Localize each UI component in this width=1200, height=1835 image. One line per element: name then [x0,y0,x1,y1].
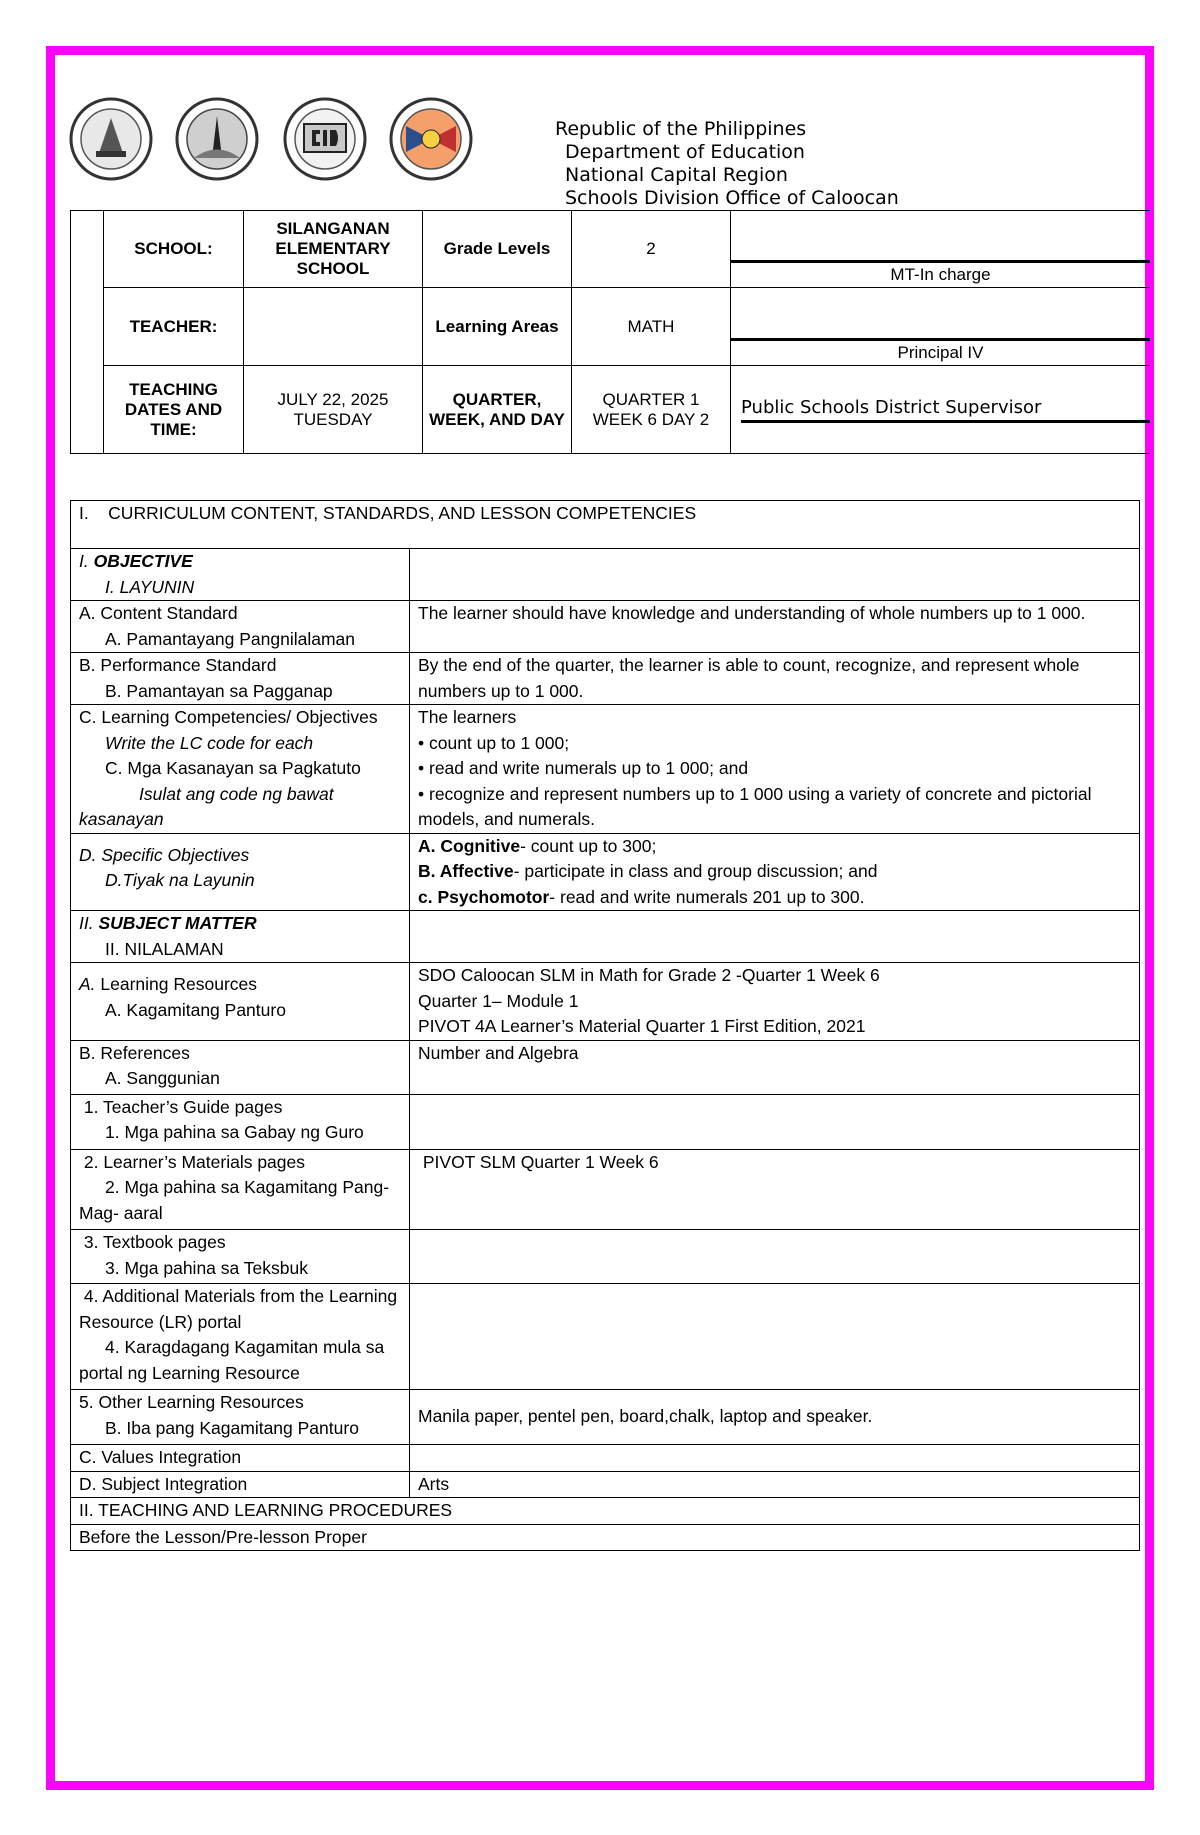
mt-caption: MT-In charge [890,265,991,284]
section-procedures-heading: II. TEACHING AND LEARNING PROCEDURES [71,1498,1140,1525]
affective-label: B. Affective [418,861,514,881]
textbook-label: 3. Textbook pages [79,1232,226,1252]
content-standard-fil: A. Pamantayang Pangnilalaman [105,628,356,649]
signature-mt [731,211,1151,288]
other-resources-fil: B. Iba pang Kagamitang Panturo [105,1417,359,1438]
dates-label: TEACHING DATES AND TIME: [104,366,244,454]
specific-objectives-cell [71,833,410,911]
pre-lesson-heading: Before the Lesson/Pre-lesson Proper [71,1524,1140,1551]
objective-number: I. [79,551,94,571]
division-line: Schools Division Office of Caloocan [565,187,899,209]
performance-standard-cell [71,653,410,705]
values-integration-label: C. Values Integration [71,1445,410,1472]
content-standard-cell [71,601,410,653]
content-standard-value: The learner should have knowledge and understanding of whole numbers up to 1 000. [410,601,1140,653]
subject-integration-label: D. Subject Integration [71,1471,410,1498]
quarter-label: QUARTER, WEEK, AND DAY [423,366,572,454]
learners-materials-cell [71,1149,410,1230]
learners-materials-value: PIVOT SLM Quarter 1 Week 6 [410,1149,1140,1230]
learning-resources-letter: A. [79,974,96,994]
school-value: SILANGANAN ELEMENTARY SCHOOL [244,211,423,288]
resource-item: SDO Caloocan SLM in Math for Grade 2 -Quarter 1 Week 6 [418,965,880,985]
learning-resources-fil: A. Kagamitang Panturo [105,999,286,1020]
other-resources-value: Manila paper, pentel pen, board,chalk, laptop and speaker. [410,1390,1140,1445]
resource-item: Quarter 1– Module 1 [418,990,579,1011]
performance-standard-fil: B. Pamantayan sa Pagganap [105,680,333,701]
info-table [70,210,1150,454]
deped-line: Department of Education [565,141,805,163]
additional-materials-cell [71,1284,410,1390]
references-fil: A. Sanggunian [105,1068,220,1088]
subject-integration-value: Arts [410,1471,1140,1498]
values-integration-value [410,1445,1140,1472]
grade-label: Grade Levels [423,211,572,288]
district-seal-icon [388,96,474,182]
objective-cell [71,549,410,601]
section-curriculum-heading: I. CURRICULUM CONTENT, STANDARDS, AND LESSON COMPETENCIES [71,501,1140,549]
subject-matter-number: II. [79,913,99,933]
signature-supervisor [731,366,1151,454]
office-header [555,118,899,210]
competency-item: • count up to 1 000; [418,732,570,753]
quarter-value [572,366,731,454]
area-value: MATH [572,288,731,366]
other-resources-cell [71,1390,410,1445]
content-standard-label: A. Content Standard [79,603,238,623]
textbook-value [410,1230,1140,1284]
teacher-label: TEACHER: [104,288,244,366]
teachers-guide-cell [71,1094,410,1149]
quarter-text: QUARTER 1 [602,389,700,409]
teachers-guide-label: 1. Teacher’s Guide pages [79,1096,283,1117]
republic-line: Republic of the Philippines [555,118,807,140]
learners-materials-label: 2. Learner’s Materials pages [79,1151,306,1172]
school-label: SCHOOL: [104,211,244,288]
cid-seal-icon [282,96,368,182]
competencies-label: C. Learning Competencies/ Objectives [79,707,378,727]
references-value: Number and Algebra [410,1040,1140,1094]
competencies-value [410,705,1140,834]
specific-objectives-label: D. Specific Objectives [79,844,250,865]
info-margin-cell [71,211,104,454]
learning-resources-label: Learning Resources [95,974,258,994]
resource-item: PIVOT 4A Learner’s Material Quarter 1 First Edition, 2021 [418,1016,866,1036]
performance-standard-value: By the end of the quarter, the learner is able to count, recognize, and represent whole numbers up to 1 000. [410,653,1140,705]
textbook-cell [71,1230,410,1284]
nilalaman-heading: II. NILALAMAN [105,938,224,959]
objective-heading: OBJECTIVE [93,551,193,571]
references-cell [71,1040,410,1094]
learners-materials-fil: 2. Mga pahina sa Kagamitang Pang- Mag- aaral [79,1177,390,1223]
subject-matter-value [410,911,1140,963]
curriculum-table [70,500,1140,1551]
sdo-caloocan-seal-icon [174,96,260,182]
specific-objectives-value [410,833,1140,911]
day-text: TUESDAY [293,409,373,429]
date-text: JULY 22, 2025 [277,389,389,409]
competency-item: • read and write numerals up to 1 000; and [418,758,749,778]
additional-materials-fil: 4. Karagdagang Kagamitan mula sa portal ng Learning Resource [79,1337,385,1383]
cognitive-text: - count up to 300; [520,835,657,856]
competencies-fil-note: Isulat ang code ng bawat kasanayan [79,783,334,829]
cognitive-label: A. Cognitive [418,835,521,856]
competency-item: • recognize and represent numbers up to 1 000 using a variety of concrete and pictorial models, and numerals. [418,783,1092,829]
competencies-cell [71,705,410,834]
additional-materials-label: 4. Additional Materials from the Learning Resource (LR) portal [79,1286,402,1332]
teachers-guide-value [410,1094,1140,1149]
principal-caption: Principal IV [897,343,984,362]
performance-standard-label: B. Performance Standard [79,655,277,675]
subject-matter-cell [71,911,410,963]
competencies-intro: The learners [418,707,517,727]
week-day-text: WEEK 6 DAY 2 [592,409,710,429]
additional-materials-value [410,1284,1140,1390]
supervisor-caption: Public Schools District Supervisor [741,397,1150,423]
grade-value: 2 [572,211,731,288]
dates-value [244,366,423,454]
affective-text: - participate in class and group discussion; and [513,861,878,881]
objective-value [410,549,1140,601]
deped-seal-icon [68,96,154,182]
textbook-fil: 3. Mga pahina sa Teksbuk [105,1257,309,1278]
teacher-value [244,288,423,366]
references-label: B. References [79,1042,190,1063]
learning-resources-cell [71,963,410,1041]
subject-matter-heading: SUBJECT MATTER [98,913,257,933]
specific-objectives-fil: D.Tiyak na Layunin [105,870,255,890]
signature-principal [731,288,1151,366]
area-label: Learning Areas [423,288,572,366]
learning-resources-value [410,963,1140,1041]
teachers-guide-fil: 1. Mga pahina sa Gabay ng Guro [105,1122,364,1142]
other-resources-label: 5. Other Learning Resources [79,1392,304,1412]
competencies-fil: C. Mga Kasanayan sa Pagkatuto [105,758,361,778]
psychomotor-label: c. Psychomotor [418,886,550,907]
layunin-heading: I. LAYUNIN [105,576,195,597]
psychomotor-text: - read and write numerals 201 up to 300. [549,886,865,907]
competencies-note: Write the LC code for each [105,732,314,753]
region-line: National Capital Region [565,164,788,186]
